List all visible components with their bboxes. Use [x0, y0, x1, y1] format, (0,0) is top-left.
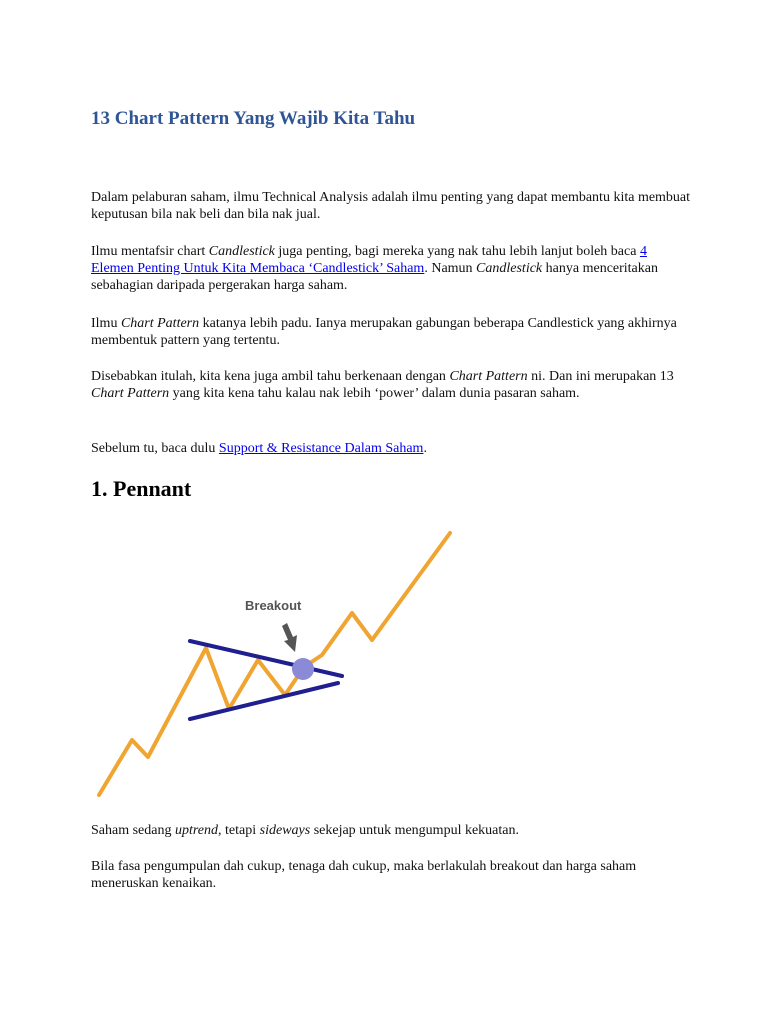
link-candlestick-article[interactable]: 4 Elemen Penting Untuk Kita Membaca ‘Candlestick’ Saham [91, 244, 647, 276]
price-line [99, 533, 450, 795]
breakout-arrow-icon [282, 623, 297, 652]
paragraph-reason: Disebabkan itulah, kita kena juga ambil tahu berkenaan dengan Chart Pattern ni. Dan ini merupakan 13 Chart Pattern yang kita kena tahu kalau nak lebih ‘power’ dalam dunia pasaran saham. [91, 369, 674, 401]
paragraph-uptrend: Saham sedang uptrend, tetapi sideways sekejap untuk mengumpul kekuatan. [91, 823, 519, 838]
section-heading-pennant: 1. Pennant [91, 476, 192, 501]
lower-trendline [190, 683, 338, 719]
paragraph-before: Sebelum tu, baca dulu Support & Resistance Dalam Saham. [91, 441, 427, 456]
paragraph-breakout: Bila fasa pengumpulan dah cukup, tenaga dah cukup, maka berlakulah breakout dan harga saham meneruskan kenaikan. [91, 859, 637, 891]
paragraph-candlestick: Ilmu mentafsir chart Candlestick juga penting, bagi mereka yang nak tahu lebih lanjut boleh baca 4 Elemen Penting Untuk Kita Membaca ‘Candlestick’ Saham. Namun Candlestick hanya menceritakan sebahagian daripada pergerakan harga saham. [91, 244, 658, 293]
paragraph-chart-pattern: Ilmu Chart Pattern katanya lebih padu. Ianya merupakan gabungan beberapa Candlestick yang akhirnya membentuk pattern yang tertentu. [91, 316, 677, 348]
breakout-point [292, 658, 314, 680]
paragraph-intro: Dalam pelaburan saham, ilmu Technical Analysis adalah ilmu penting yang dapat membantu kita membuat keputusan bila nak beli dan bila nak jual. [91, 190, 691, 222]
breakout-label: Breakout [245, 598, 302, 613]
link-support-resistance[interactable]: Support & Resistance Dalam Saham [218, 441, 424, 456]
page-title: 13 Chart Pattern Yang Wajib Kita Tahu [91, 108, 416, 129]
